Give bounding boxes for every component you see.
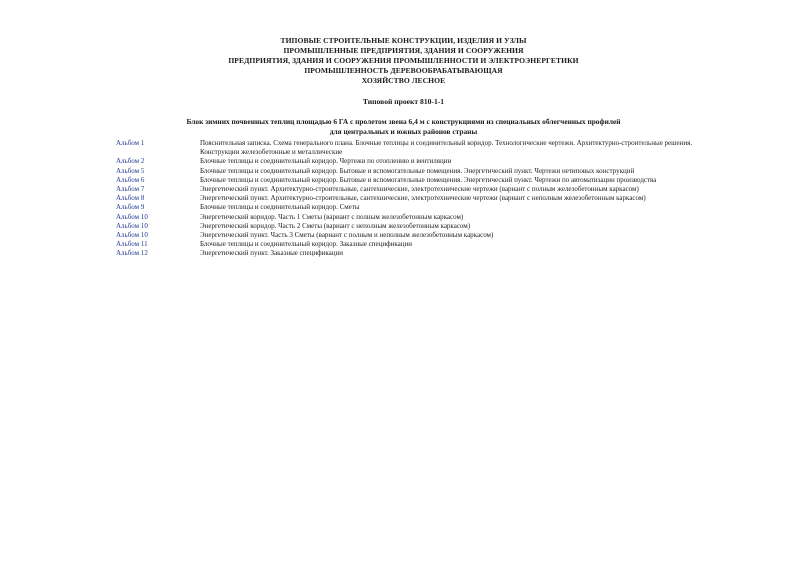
album-link[interactable]: Альбом 2 [116,157,145,166]
album-link[interactable]: Альбом 6 [116,175,145,184]
album-description: Энергетический коридор. Часть 2 Сметы (вариант с неполным железобетонным каркасом) [200,221,471,230]
project-title-line-1: Блок зимних почвенных теплиц площадью 6 ГА с пролетом звена 6,4 м с конструкциями из специальных облегченных профилей [186,117,621,126]
list-item [116,231,696,240]
album-description: Энергетический коридор. Часть 1 Сметы (вариант с полным железобетонным каркасом) [200,212,464,221]
album-link[interactable]: Альбом 5 [116,166,145,175]
list-item [116,203,696,212]
list-item [116,222,696,231]
album-link[interactable]: Альбом 1 [116,139,145,147]
album-list [116,139,696,259]
album-description: Блочные теплицы и соединительный коридор. Бытовые и вспомогательные помещения. Энергетический пункт. Чертежи по автоматизации производства [200,175,657,184]
header-line: ПРЕДПРИЯТИЯ, ЗДАНИЯ И СООРУЖЕНИЯ ПРОМЫШЛЕННОСТИ И ЭЛЕКТРОЭНЕРГЕТИКИ [228,56,579,65]
album-description: Энергетический пункт. Архитектурно-строительные, сантехнические, электротехнические чертежи (вариант с неполным железобетонным каркасом) [200,194,646,203]
project-title-line-2: для центральных и южных районов страны [329,127,478,136]
project-id: Типовой проект 810-1-1 [362,97,445,106]
album-link[interactable]: Альбом 10 [116,231,148,240]
album-description: Блочные теплицы и соединительный коридор. Чертежи по отоплению и вентиляции [200,157,452,166]
album-link[interactable]: Альбом 10 [116,221,148,230]
album-description: Энергетический пункт. Архитектурно-строительные, сантехнические, электротехнические чертежи (вариант с полным железобетонным каркасом) [200,185,639,194]
list-item [116,176,696,185]
header-line: ПРОМЫШЛЕННЫЕ ПРЕДПРИЯТИЯ, ЗДАНИЯ И СООРУЖЕНИЯ [283,46,524,55]
album-description: Пояснительная записка. Схема генерального плана. Блочные теплицы и соединительный коридор. Технологические чертежи. Архитектурно-строительные решения. Конструкции железобетонные и металлические [200,139,693,157]
list-item [116,240,696,249]
list-item [116,194,696,203]
album-description: Энергетический пункт. Заказные спецификации [200,249,344,258]
album-description: Блочные теплицы и соединительный коридор. Бытовые и вспомогательные помещения. Энергетический пункт. Чертежи нетиповых конструкций [200,166,635,175]
album-link[interactable]: Альбом 7 [116,185,145,194]
project-title [0,117,807,137]
list-item [116,185,696,194]
header-line: ПРОМЫШЛЕННОСТЬ ДЕРЕВООБРАБАТЫВАЮЩАЯ [304,66,503,75]
album-link[interactable]: Альбом 10 [116,212,148,221]
list-item [116,213,696,222]
album-description: Энергетический пункт. Часть 3 Сметы (вариант с полным и неполным железобетонным каркасом) [200,231,494,240]
list-item [116,157,696,166]
header-line: ТИПОВЫЕ СТРОИТЕЛЬНЫЕ КОНСТРУКЦИИ, ИЗДЕЛИЯ И УЗЛЫ [280,36,527,45]
list-item [116,167,696,176]
album-link[interactable]: Альбом 8 [116,194,145,203]
document-header [0,36,807,86]
list-item [116,249,696,258]
album-link[interactable]: Альбом 9 [116,203,145,212]
album-link[interactable]: Альбом 11 [116,240,148,249]
header-line: ХОЗЯЙСТВО ЛЕСНОЕ [361,76,446,85]
album-link[interactable]: Альбом 12 [116,249,148,258]
album-description: Блочные теплицы и соединительный коридор. Заказные спецификации [200,240,413,249]
album-description: Блочные теплицы и соединительный коридор. Сметы [200,203,360,212]
list-item [116,139,696,157]
